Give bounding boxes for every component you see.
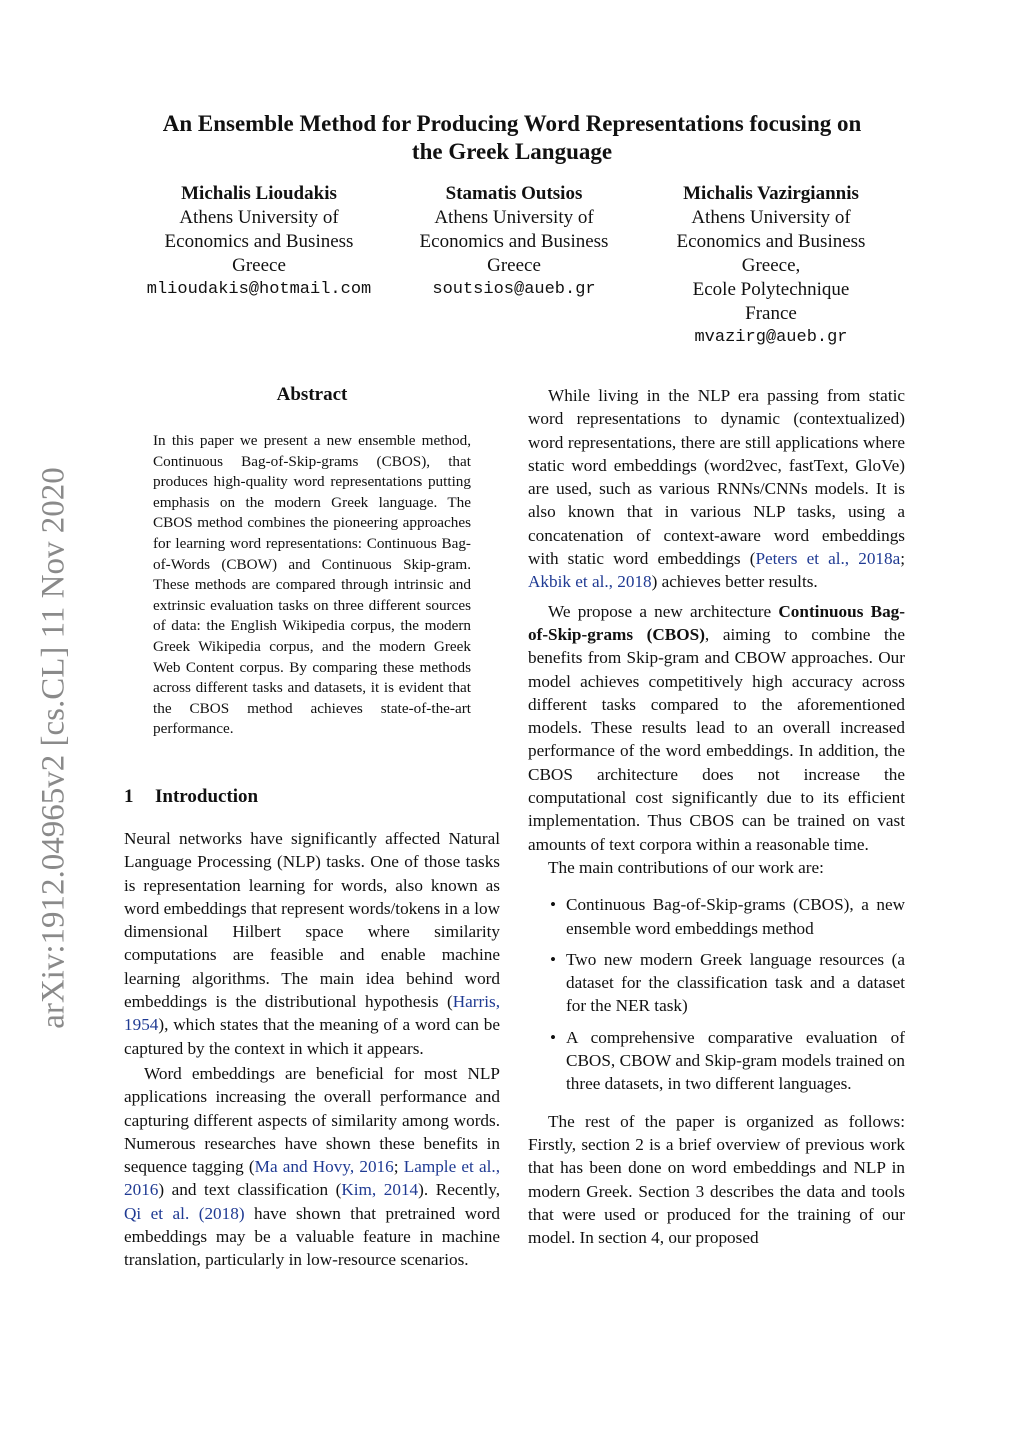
author-affiliation: Economics and Business (419, 231, 609, 252)
title-line-1: An Ensemble Method for Producing Word Representations focusing on (162, 111, 862, 136)
cite-year: 2014 (383, 1180, 419, 1200)
citation-link[interactable]: Akbik et al., 2018 (528, 572, 652, 592)
section-title: Introduction (155, 786, 259, 807)
text: ). Recently, (418, 1180, 500, 1200)
cite-author: Peters et al. (755, 549, 845, 569)
author-affiliation: Economics and Business (676, 231, 866, 252)
text: While living in the NLP era passing from static word representations to dynamic (contextualized) word representations, there are still applications where static word embeddings (word2vec, fastText, GloVe) are used, such as various RNNs/CNNs models. It is also known that in various NLP tasks, using a concatenation of context-aware word embeddings with static word embeddings ( (528, 386, 905, 569)
author-country: Greece (487, 255, 541, 276)
cite-author: Harris (452, 992, 496, 1012)
arxiv-stamp: arXiv:1912.04965v2 [cs.CL] 11 Nov 2020 (35, 467, 72, 1029)
citation-link[interactable]: Peters et al., 2018a (755, 549, 901, 569)
method-name: Continuous Bag-of-Skip-grams (CBOS) (528, 601, 905, 644)
right-column (528, 384, 905, 1249)
abstract-heading: Abstract (276, 384, 348, 405)
bullet-icon: • (550, 1027, 557, 1047)
author-affiliation: Economics and Business (164, 231, 354, 252)
cite-year: 2018a (858, 549, 901, 569)
author-email: soutsios@aueb.gr (432, 280, 596, 299)
author-email: mlioudakis@hotmail.com (146, 280, 372, 299)
section-heading-introduction (124, 786, 258, 808)
cite-author: Lample et al. (403, 1157, 496, 1177)
text: have shown that pretrained word embeddings may be a valuable feature in machine translation, particularly in low-resource scenarios. (124, 1203, 501, 1270)
text: ; (900, 549, 906, 569)
list-item-text: Two new modern Greek language resources (a dataset for the classification task and a dataset for the NER task) (566, 949, 905, 1016)
list-item-text: Continuous Bag-of-Skip-grams (CBOS), a new ensemble word embeddings method (566, 895, 905, 938)
text: ) achieves better results. (651, 572, 818, 592)
author-name: Michalis Vazirgiannis (683, 183, 859, 204)
author-block-1 (112, 182, 406, 302)
cite-year: (2018) (198, 1203, 245, 1223)
author-affiliation: Athens University of (434, 207, 594, 228)
text: Word embeddings are beneficial for most NLP applications increasing the overall performance and capturing different aspects of similarity among words. Numerous researches have shown these benefits in sequence tagging ( (124, 1063, 500, 1177)
text: ), which states that the meaning of a word can be captured by the context in which it appears. (124, 1015, 500, 1058)
text: We propose a new architecture (548, 601, 779, 621)
intro-paragraph-5: The rest of the paper is organized as follows: Firstly, section 2 is a brief overview of previous work that has been done on word embeddings and NLP in modern Greek. Section 3 describes the data and tools that were used or produced for the training of our model. In section 4, our proposed (528, 1111, 905, 1248)
intro-paragraph-3 (528, 384, 905, 594)
cite-sep: , (495, 992, 500, 1012)
author-name: Michalis Lioudakis (181, 183, 337, 204)
text: ; (393, 1157, 404, 1177)
citation-link[interactable]: Ma and Hovy, 2016 (254, 1157, 394, 1177)
cite-author: Kim (341, 1180, 372, 1200)
author-email: mvazirg@aueb.gr (694, 328, 848, 347)
list-item (528, 893, 905, 940)
cite-year: 2016 (124, 1180, 159, 1200)
text: ) and text classification ( (158, 1180, 342, 1200)
contributions-intro: The main contributions of our work are: (548, 857, 824, 877)
abstract-text: In this paper we present a new ensemble method, Continuous Bag-of-Skip-grams (CBOS), that produces high-quality word representations putting emphasis on the modern Greek language. The CBOS method combines the pioneering approaches for learning word representations: Continuous Bag-of-Words (CBOW) and Continuous Skip-gram. These methods are compared through intrinsic and extrinsic evaluation tasks on three different sources of data: the English Wikipedia corpus, the modern Greek Wikipedia corpus, and the modern Greek Web Content corpus. By comparing these methods across different tasks and datasets, it is evident that the CBOS method achieves state-of-the-art performance. (153, 432, 471, 738)
author-affiliation: Athens University of (179, 207, 339, 228)
text: Neural networks have significantly affected Natural Language Processing (NLP) tasks. One of those tasks is representation learning for words, also known as word embeddings that represent words/tokens in a low dimensional Hilbert space where similarity computations are feasible and enable machine learning algorithms. The main idea behind word embeddings is the distributional hypothesis ( (124, 829, 500, 1012)
cite-year: 1954 (124, 1015, 159, 1035)
intro-paragraph-4 (528, 600, 905, 856)
bullet-icon: • (550, 949, 557, 969)
author-affiliation: Ecole Polytechnique (692, 279, 850, 300)
cite-author: Qi et al. (124, 1203, 190, 1223)
intro-paragraph-1 (124, 827, 500, 1060)
intro-paragraph-2 (124, 1062, 500, 1272)
citation-link[interactable]: Kim, 2014 (341, 1180, 419, 1200)
contributions-list (528, 893, 905, 1095)
list-item-text: A comprehensive comparative evaluation of CBOS, CBOW and Skip-gram models trained on three datasets, in two different languages. (566, 1027, 905, 1094)
author-country: Greece, (741, 255, 801, 276)
left-column (124, 827, 500, 1272)
author-block-2 (408, 182, 620, 302)
title-line-2: the Greek Language (411, 139, 613, 164)
cite-author: Akbik et al. (528, 572, 609, 592)
list-item (528, 948, 905, 1018)
bullet-icon: • (550, 895, 557, 915)
paper-title (120, 110, 904, 166)
author-block-3 (660, 182, 882, 350)
text: , aiming to combine the benefits from Skip-gram and CBOW approaches. Our model achieves competitively high accuracy across different tasks compared to the aforementioned models. These results lead to an overall increased performance of the word embeddings. In addition, the CBOS architecture does not increase the computational cost significantly due to its efficient implementation. Thus CBOS can be trained on vast amounts of text corpora within a reasonable time. (528, 624, 905, 854)
author-affiliation: Athens University of (691, 207, 851, 228)
cite-year: 2018 (617, 572, 652, 592)
cite-author: Ma and Hovy (254, 1157, 350, 1177)
author-country: France (745, 303, 797, 324)
list-item (528, 1026, 905, 1096)
citation-link[interactable]: Lample et al., 2016 (124, 1157, 501, 1200)
cite-year: 2016 (359, 1157, 394, 1177)
author-country: Greece (232, 255, 286, 276)
section-number: 1 (124, 786, 134, 807)
author-name: Stamatis Outsios (445, 183, 583, 204)
citation-link[interactable] (124, 1204, 245, 1223)
